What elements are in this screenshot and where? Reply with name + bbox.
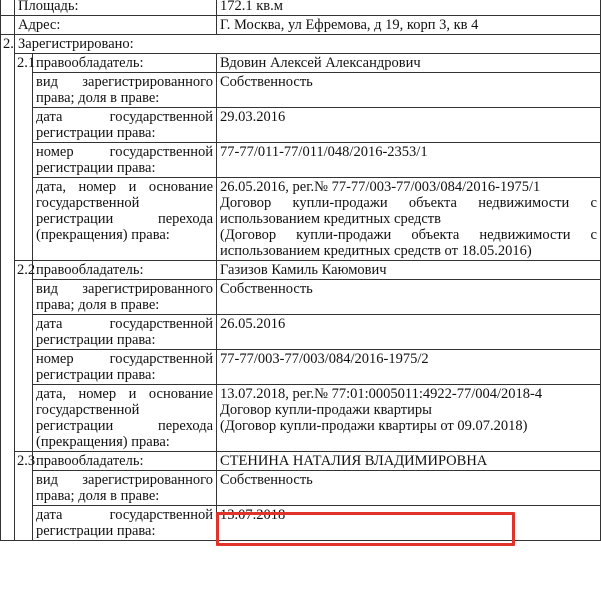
owner-1-right-type-row [1, 73, 601, 108]
area-label: Площадь: [15, 0, 217, 16]
owner-2-reg-number-row [1, 350, 601, 385]
owner-1-reg-date-row [1, 108, 601, 143]
owner-2-name: Газизов Камиль Каюмович [217, 261, 601, 280]
owner-2-reg-date: 26.05.2016 [217, 315, 601, 350]
address-row [1, 16, 601, 35]
highlight-box [216, 512, 515, 546]
owner-2-right-type: Собственность [217, 280, 601, 315]
section-number: 2. [1, 35, 15, 541]
owner-1-reg-date: 29.03.2016 [217, 108, 601, 143]
reg-date-label: дата государственной регистрации права: [33, 108, 217, 143]
owner-1-reg-number: 77-77/011-77/011/048/2016-2353/1 [217, 143, 601, 178]
owner-2-reg-date-row [1, 315, 601, 350]
reg-number-label: номер государственной регистрации права: [33, 350, 217, 385]
address-label: Адрес: [15, 16, 217, 35]
owner-2-termination: 13.07.2018, рег.№ 77:01:0005011:4922-77/004/2018-4 Договор купли-продажи квартиры (Договор купли-продажи квартиры от 09.07.2018) [217, 385, 601, 452]
section-2-header-row [1, 35, 601, 54]
owner-label: правообладатель: [33, 261, 217, 280]
reg-date-label: дата государственной регистрации права: [33, 506, 217, 541]
reg-number-label: номер государственной регистрации права: [33, 143, 217, 178]
owner-2-name-row [1, 261, 601, 280]
owner-1-number: 2.1 [15, 54, 33, 261]
owner-3-reg-date: 13.07.2018 [217, 506, 601, 541]
owner-3-right-type-row [1, 471, 601, 506]
owner-3-number: 2.3 [15, 452, 33, 541]
owner-1-reg-number-row [1, 143, 601, 178]
owner-2-reg-number: 77-77/003-77/003/084/2016-1975/2 [217, 350, 601, 385]
termination-label: дата, номер и основание государственной регистрации перехода (прекращения) права: [33, 178, 217, 261]
owner-3-name-row [1, 452, 601, 471]
owner-1-right-type: Собственность [217, 73, 601, 108]
area-row [1, 0, 601, 16]
owner-1-name: Вдовин Алексей Александрович [217, 54, 601, 73]
right-type-label: вид зарегистрированного права; доля в праве: [33, 471, 217, 506]
owner-2-number: 2.2 [15, 261, 33, 452]
owner-1-termination: 26.05.2016, рег.№ 77-77/003-77/003/084/2016-1975/1 Договор купли-продажи объекта недвижимости с использованием кредитных средств (Договор купли-продажи объекта недвижимости с использованием кредитных средств от 18.05.2016) [217, 178, 601, 261]
owner-label: правообладатель: [33, 54, 217, 73]
right-type-label: вид зарегистрированного права; доля в праве: [33, 280, 217, 315]
owner-1-name-row [1, 54, 601, 73]
owner-3-name: СТЕНИНА НАТАЛИЯ ВЛАДИМИРОВНА [217, 452, 601, 471]
owner-1-termination-row [1, 178, 601, 261]
section-title: Зарегистрировано: [15, 35, 601, 54]
owner-label: правообладатель: [33, 452, 217, 471]
owner-2-right-type-row [1, 280, 601, 315]
reg-date-label: дата государственной регистрации права: [33, 315, 217, 350]
area-value: 172.1 кв.м [217, 0, 601, 16]
owner-2-termination-row [1, 385, 601, 452]
termination-label: дата, номер и основание государственной регистрации перехода (прекращения) права: [33, 385, 217, 452]
owner-3-right-type: Собственность [217, 471, 601, 506]
address-value: Г. Москва, ул Ефремова, д 19, корп 3, кв 4 [217, 16, 601, 35]
right-type-label: вид зарегистрированного права; доля в праве: [33, 73, 217, 108]
